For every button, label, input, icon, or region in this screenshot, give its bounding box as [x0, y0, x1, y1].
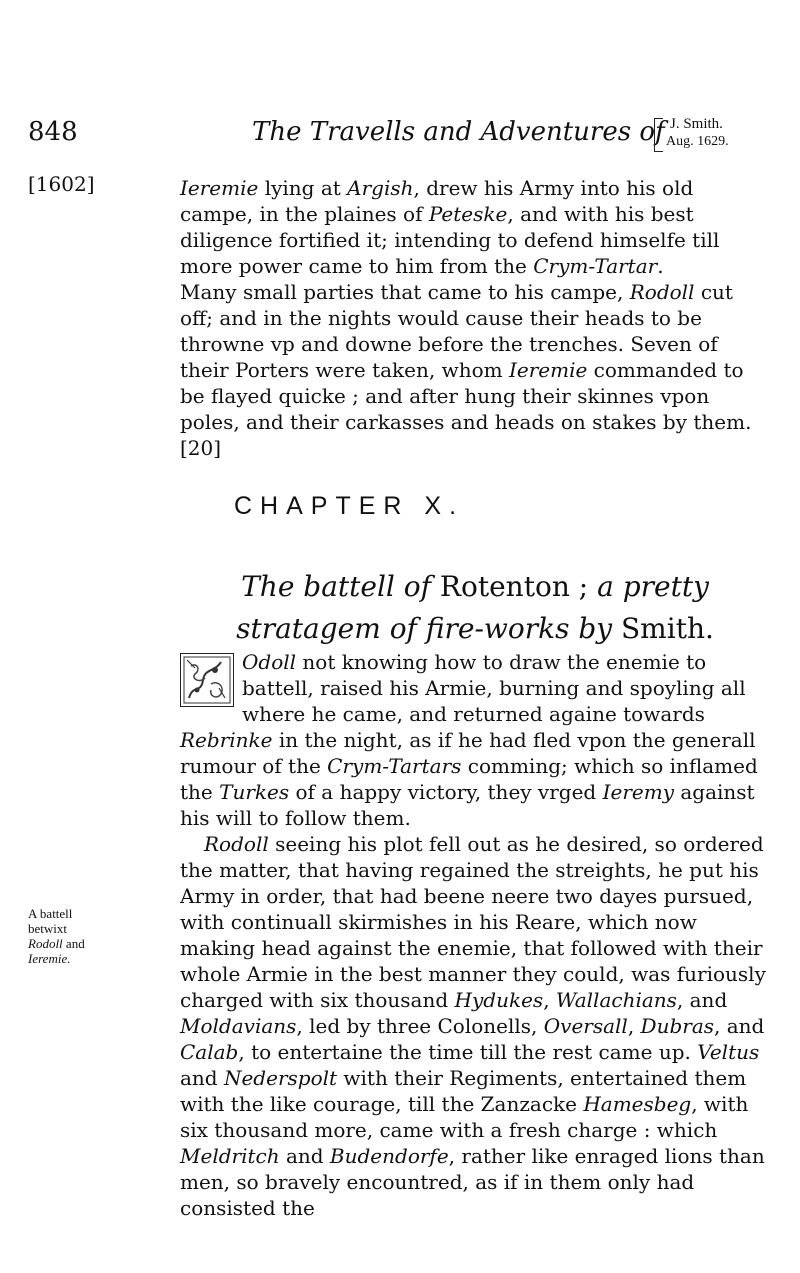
italic-text: Peteske — [428, 202, 508, 226]
text-run: Smith. — [621, 612, 714, 645]
paragraph — [180, 279, 770, 461]
margin-note-line: Ieremie. — [28, 951, 71, 966]
italic-text: Argish — [347, 176, 414, 200]
source-name: J. Smith. — [670, 116, 723, 132]
text-run: seeing his plot fell out as he desired, so ordered the matter, that having regained the streights, he put his Army in order, that had beene neere two dayes pursued, with continuall skirmishes in his Reare, which now making head against the enemie, that followed with their whole Armie in the best manner they could, was furiously charged with six thousand — [180, 832, 766, 1012]
text-run: and — [279, 1144, 330, 1168]
text-run: , — [543, 988, 556, 1012]
text-run: , and with his best diligence fortified it; intending to defend himselfe till more power came to him from the — [180, 202, 720, 278]
body-text-chapter — [180, 649, 770, 1221]
text-run: , and — [676, 988, 728, 1012]
text-run: , to entertaine the time till the rest came up. — [238, 1040, 698, 1064]
italic-text: Budendorfe — [329, 1144, 449, 1168]
italic-text: Odoll — [242, 650, 297, 674]
italic-text: Meldritch — [180, 1144, 280, 1168]
running-title: The Travells and Adventures of — [252, 117, 665, 147]
text-run: in the night, as if he had fled vpon the generall rumour of the — [180, 728, 756, 778]
italic-text: Hamesbeg — [583, 1092, 692, 1116]
italic-text: Wallachians — [555, 988, 677, 1012]
text-run: lying at — [258, 176, 348, 200]
italic-text: Rodoll — [629, 280, 695, 304]
italic-text: Oversall — [543, 1014, 628, 1038]
italic-text: Nederspolt — [223, 1066, 338, 1090]
chapter-heading: CHAPTER X. — [234, 492, 465, 520]
italic-text: Hydukes — [454, 988, 544, 1012]
paragraph — [180, 175, 770, 279]
source-reference — [654, 116, 774, 160]
text-run: with their Regiments, entertained them with the like courage, till the Zanzacke — [180, 1066, 747, 1116]
text-run: , — [627, 1014, 641, 1038]
text-run: not knowing how to draw the enemie to battell, raised his Armie, burning and spoyling all where he came, and returned againe towards — [242, 650, 746, 726]
text-run: Rotenton ; — [439, 570, 598, 603]
text-run: comming; which so inflamed the — [180, 754, 758, 804]
paragraph-text — [180, 650, 758, 830]
italic-text: Veltus — [697, 1040, 760, 1064]
text-run: Many small parties that came to his campe, — [180, 280, 630, 304]
margin-note-line: betwixt — [28, 921, 67, 936]
margin-note-name: Rodoll — [28, 936, 63, 951]
italic-text: Moldavians — [180, 1014, 297, 1038]
italic-text: Ieremy — [602, 780, 674, 804]
text-run: commanded to be flayed quicke ; and after hung their skinnes vpon poles, and their carkasses and heads on stakes by them. [20] — [180, 358, 752, 460]
text-run: cut off; and in the nights would cause their heads to be throwne vp and downe before the trenches. Seven of their Porters were taken, whom — [180, 280, 733, 382]
paragraph — [180, 649, 770, 831]
margin-note-word: and — [62, 936, 85, 951]
margin-note-line: A battell — [28, 906, 73, 921]
text-run: , and — [714, 1014, 765, 1038]
italic-text: a pretty stratagem of fire-works by — [236, 570, 709, 645]
italic-text: Ieremie — [180, 176, 259, 200]
italic-text: Crym-Tartar — [533, 254, 658, 278]
italic-text: The battell of — [241, 570, 440, 603]
italic-text: Rodoll — [204, 832, 269, 856]
paragraph — [180, 831, 770, 1221]
chapter-subtitle — [180, 566, 770, 650]
italic-text: Ieremie — [508, 358, 588, 382]
source-date: Aug. 1629. — [666, 134, 729, 149]
text-run: . — [657, 254, 664, 278]
text-run: and — [180, 1066, 224, 1090]
italic-text: Dubras — [640, 1014, 715, 1038]
text-run: , with six thousand more, came with a fresh charge : which — [180, 1092, 749, 1142]
margin-note-line — [28, 936, 85, 951]
text-run: against his will to follow them. — [180, 780, 755, 830]
margin-note — [28, 906, 85, 966]
text-run: , drew his Army into his old campe, in the plaines of — [180, 176, 694, 226]
italic-text: Crym-Tartars — [327, 754, 462, 778]
decorative-initial-icon — [180, 653, 234, 707]
body-text-top — [180, 175, 770, 461]
page-number: 848 — [28, 117, 78, 147]
italic-text: Turkes — [219, 780, 290, 804]
italic-text: Rebrinke — [180, 728, 273, 752]
text-run: , led by three Colonells, — [296, 1014, 544, 1038]
italic-text: Calab — [180, 1040, 239, 1064]
year-marker: [1602] — [28, 172, 95, 196]
text-run: , rather like enraged lions than men, so bravely encountred, as if in them only had consisted the — [180, 1144, 765, 1220]
text-run: of a happy victory, they vrged — [289, 780, 603, 804]
bracket-icon — [654, 118, 663, 152]
